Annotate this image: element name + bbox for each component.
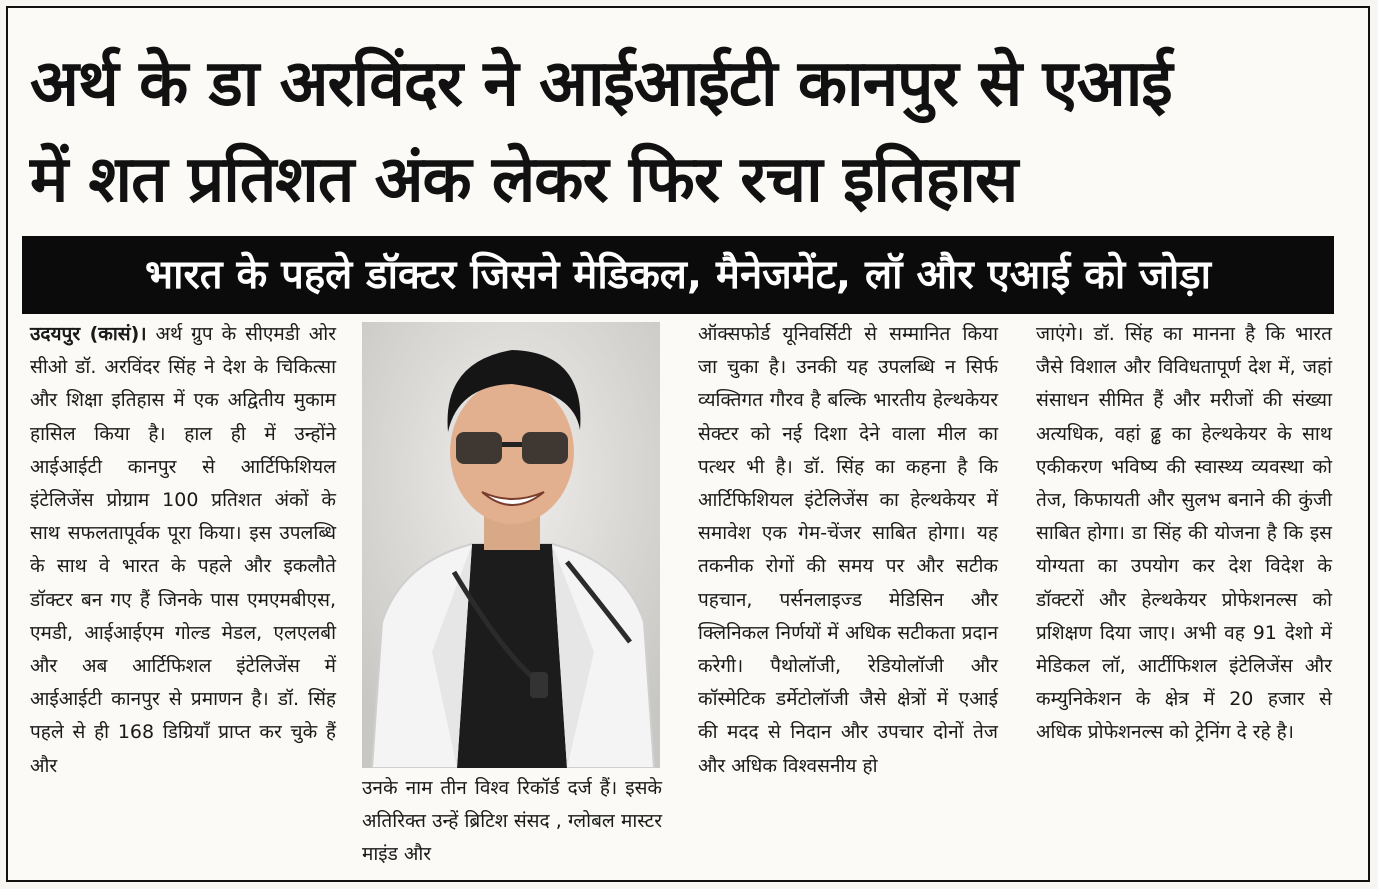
- subheadline-banner: भारत के पहले डॉक्टर जिसने मेडिकल, मैनेजमेंट, लॉ और एआई को जोड़ा: [22, 236, 1334, 314]
- portrait-illustration: [362, 322, 660, 768]
- headline-line-2: में शत प्रतिशत अंक लेकर फिर रचा इतिहास: [30, 143, 1018, 217]
- article-column-1: [30, 318, 336, 783]
- article-column-4: जाएंगे। डॉ. सिंह का मानना है कि भारत जैसे विशाल और विविधतापूर्ण देश में, जहां संसाधन सीमित हैं और मरीजों की संख्या अत्यधिक, वहां ढ्ढ का हेल्थकेयर के साथ एकीकरण भविष्य की स्वास्थ्य व्यवस्था को तेज, किफायती और सुलभ बनाने की कुंजी साबित होगा। डा सिंह की योजना है कि इस योग्यता का उपयोग कर देश विदेश के डॉक्टरों और हेल्थकेयर प्रोफेशनल्स को प्रशिक्षण दिया जाए। अभी वह 91 देशो में मेडिकल लॉ, आर्टीफिशल इंटेलिजेंस और कम्युनिकेशन के क्षेत्र में 20 हजार से अधिक प्रोफेशनल्स को ट्रेनिंग दे रहे है।: [1036, 323, 1332, 744]
- column-1-text: अर्थ ग्रुप के सीएमडी ओर सीओ डॉ. अरविंदर सिंह ने देश के चिकित्सा और शिक्षा इतिहास में एक अद्वितीय मुकाम हासिल किया है। हाल ही में उन्होंने आईआईटी कानपुर से आर्टिफिशियल इंटेलिजेंस प्रोग्राम 100 प्रतिशत अंकों के साथ सफलतापूर्वक पूरा किया। इस उपलब्धि के साथ वे भारत के पहले और इकलौते डॉक्टर बन गए हैं जिनके पास एमएमबीएस, एमडी, आईआईएम गोल्ड मेडल, एलएलबी और अब आर्टिफिशल इंटेलिजेंस में आईआईटी कानपुर से प्रमाणन है। डॉ. सिंह पहले से ही 168 डिग्रियाँ प्राप्त कर चुके हैं और: [30, 323, 337, 777]
- dateline: उदयपुर (कासं)।: [30, 323, 147, 345]
- headline-line-1: अर्थ के डा अरविंदर ने आईआईटी कानपुर से एआई: [30, 47, 1172, 121]
- doctor-portrait-photo: [362, 322, 660, 768]
- article-column-2: उनके नाम तीन विश्व रिकॉर्ड दर्ज हैं। इसके अतिरिक्त उन्हें ब्रिटिश संसद , ग्लोबल मास्टर माइंड और: [362, 777, 662, 866]
- headline: [30, 36, 1350, 228]
- article-column-3: ऑक्सफोर्ड यूनिवर्सिटी से सम्मानित किया जा चुका है। उनकी यह उपलब्धि न सिर्फ व्यक्तिगत गौरव है बल्कि भारतीय हेल्थकेयर सेक्टर को नई दिशा देने वाला मील का पत्थर भी है। डॉ. सिंह का कहना है कि आर्टिफिशियल इंटेलिजेंस का हेल्थकेयर में समावेश एक गेम-चेंजर साबित होगा। यह तकनीक रोगों की समय पर और सटीक पहचान, पर्सनलाइज्ड मेडिसिन और क्लिनिकल निर्णयों में अधिक सटीकता प्रदान करेगी। पैथोलॉजी, रेडियोलॉजी और कॉस्मेटिक डर्मेटोलॉजी जैसे क्षेत्रों में एआई की मदद से निदान और उपचार दोनों तेज और अधिक विश्वसनीय हो: [698, 323, 998, 777]
